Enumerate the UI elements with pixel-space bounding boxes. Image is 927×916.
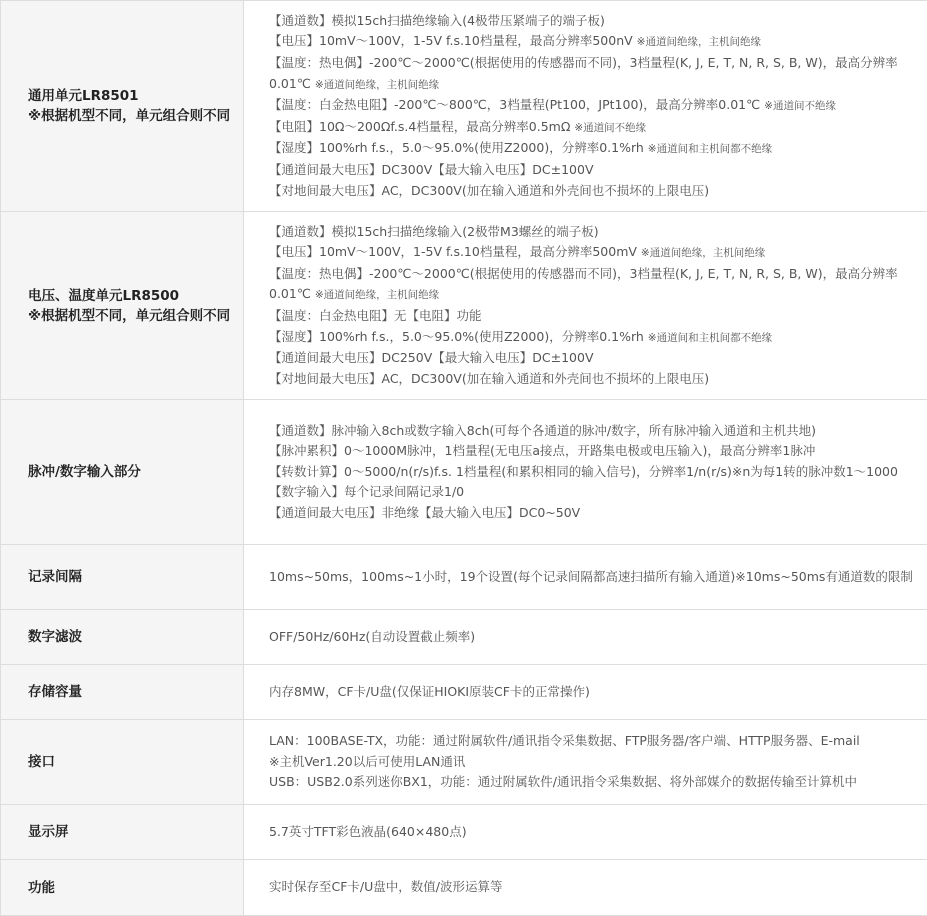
spec-value-line: [269, 877, 927, 898]
spec-label: 通用单元LR8501: [28, 86, 235, 106]
spec-value-line: [269, 95, 927, 117]
spec-value-text: 【脉冲累积】0～1000M脉冲，1档量程(无电压a接点，开路集电极或电压输入)，最高分辨率1脉冲: [269, 443, 815, 458]
spec-value-line: [269, 242, 927, 264]
spec-value-text: 【电压】10mV～100V，1-5V f.s.10档量程，最高分辨率500nV: [269, 33, 637, 48]
spec-value-note: ※通道间绝缘，主机间绝缘: [641, 247, 765, 259]
spec-value-note: ※通道间和主机间都不绝缘: [648, 143, 772, 155]
row-display: [1, 805, 927, 860]
spec-value-note: ※通道间不绝缘: [764, 100, 836, 112]
spec-value-text: 【通道间最大电压】DC300V【最大输入电压】DC±100V: [269, 162, 594, 177]
spec-value-text: 【通道数】模拟15ch扫描绝缘输入(2极带M3螺丝的端子板): [269, 224, 599, 239]
spec-value-line: [269, 441, 927, 462]
spec-value-line: [269, 306, 927, 327]
row-functions: [1, 860, 927, 916]
spec-value-line: [269, 752, 927, 773]
spec-label: 电压、温度单元LR8500: [28, 286, 235, 306]
spec-value-cell: [244, 860, 927, 916]
spec-value-text: LAN：100BASE-TX，功能：通过附属软件/通讯指令采集数据、FTP服务器/客户端、HTTP服务器、E-mail: [269, 733, 860, 748]
spec-value-line: [269, 138, 927, 160]
spec-value-line: [269, 222, 927, 243]
spec-value-line: [269, 160, 927, 181]
spec-value-cell: [244, 1, 927, 212]
spec-value-text: 【对地间最大电压】AC，DC300V(加在输入通道和外壳间也不损坏的上限电压): [269, 371, 709, 386]
spec-label: 数字滤波: [28, 627, 235, 647]
spec-value-text: 【电阻】10Ω～200Ωf.s.4档量程，最高分辨率0.5mΩ: [269, 119, 574, 134]
spec-value-line: [269, 772, 927, 793]
spec-value-text: 内存8MW，CF卡/U盘(仅保证HIOKI原装CF卡的正常操作): [269, 684, 590, 699]
spec-label-cell: [1, 720, 244, 805]
row-pulse-digital: [1, 400, 927, 545]
spec-label: 显示屏: [28, 822, 235, 842]
spec-label-cell: [1, 805, 244, 860]
spec-value-cell: [244, 665, 927, 720]
row-storage: [1, 665, 927, 720]
spec-value-text: 【温度：热电偶】-200℃～2000℃(根据使用的传感器而不同)，3档量程(K, J, E, T, N, R, S, B, W)，最高分辨率0.01℃: [269, 266, 898, 302]
spec-label-cell: [1, 610, 244, 665]
spec-value-line: [269, 627, 927, 648]
spec-value-line: [269, 421, 927, 442]
spec-label-cell: [1, 665, 244, 720]
spec-value-text: 【温度：热电偶】-200℃～2000℃(根据使用的传感器而不同)，3档量程(K, J, E, T, N, R, S, B, W)，最高分辨率0.01℃: [269, 55, 898, 91]
spec-label: ※根据机型不同，单元组合则不同: [28, 106, 235, 126]
spec-value-note: ※通道间绝缘，主机间绝缘: [637, 36, 761, 48]
spec-label-cell: [1, 212, 244, 400]
spec-value-text: 【转数计算】0～5000/n(r/s)f.s. 1档量程(和累积相同的输入信号)，分辨率1/n(r/s)※n为每1转的脉冲数1～1000: [269, 464, 898, 479]
spec-label: 存储容量: [28, 682, 235, 702]
spec-value-text: 【温度：白金热电阻】-200℃～800℃，3档量程(Pt100，JPt100)，最高分辨率0.01℃: [269, 97, 764, 112]
spec-value-note: ※通道间绝缘，主机间绝缘: [315, 289, 439, 301]
spec-value-text: 【通道间最大电压】非绝缘【最大输入电压】DC0~50V: [269, 505, 580, 520]
spec-value-text: 【湿度】100%rh f.s.，5.0～95.0%(使用Z2000)，分辨率0.1%rh: [269, 329, 648, 344]
spec-value-note: ※通道间和主机间都不绝缘: [648, 332, 772, 344]
spec-value-line: [269, 117, 927, 139]
row-interface: [1, 720, 927, 805]
spec-value-text: USB：USB2.0系列迷你BX1，功能：通过附属软件/通讯指令采集数据、将外部媒介的数据传输至计算机中: [269, 774, 857, 789]
row-lr8501: [1, 1, 927, 212]
spec-value-cell: [244, 805, 927, 860]
spec-label-cell: [1, 1, 244, 212]
spec-value-cell: [244, 720, 927, 805]
spec-label: 脉冲/数字输入部分: [28, 462, 235, 482]
row-record-interval: [1, 545, 927, 610]
spec-table-body: [1, 1, 927, 916]
spec-value-text: 【通道数】模拟15ch扫描绝缘输入(4极带压紧端子的端子板): [269, 13, 605, 28]
spec-value-text: 实时保存至CF卡/U盘中，数值/波形运算等: [269, 879, 503, 894]
spec-label-cell: [1, 545, 244, 610]
spec-value-line: [269, 731, 927, 752]
spec-value-line: [269, 567, 927, 588]
spec-value-line: [269, 264, 927, 306]
spec-value-line: [269, 327, 927, 349]
spec-value-line: [269, 181, 927, 202]
spec-label: 记录间隔: [28, 567, 235, 587]
spec-value-text: 【湿度】100%rh f.s.，5.0～95.0%(使用Z2000)，分辨率0.1%rh: [269, 140, 648, 155]
spec-label: 功能: [28, 878, 235, 898]
spec-value-text: ※主机Ver1.20以后可使用LAN通讯: [269, 754, 465, 769]
spec-label-cell: [1, 400, 244, 545]
spec-value-text: 10ms~50ms，100ms~1小时，19个设置(每个记录间隔都高速扫描所有输入通道)※10ms~50ms有通道数的限制: [269, 569, 913, 584]
spec-value-text: 【通道间最大电压】DC250V【最大输入电压】DC±100V: [269, 350, 594, 365]
spec-value-line: [269, 369, 927, 390]
spec-label: ※根据机型不同，单元组合则不同: [28, 306, 235, 326]
spec-value-line: [269, 53, 927, 95]
spec-value-line: [269, 31, 927, 53]
spec-value-cell: [244, 610, 927, 665]
spec-label-cell: [1, 860, 244, 916]
spec-value-line: [269, 11, 927, 32]
spec-value-line: [269, 682, 927, 703]
spec-value-text: 【温度：白金热电阻】无【电阻】功能: [269, 308, 482, 323]
spec-value-note: ※通道间不绝缘: [574, 122, 646, 134]
spec-value-cell: [244, 545, 927, 610]
spec-value-text: 【数字输入】每个记录间隔记录1/0: [269, 484, 464, 499]
spec-value-text: OFF/50Hz/60Hz(自动设置截止频率): [269, 629, 475, 644]
spec-value-line: [269, 822, 927, 843]
spec-value-note: ※通道间绝缘，主机间绝缘: [315, 79, 439, 91]
spec-value-text: 【对地间最大电压】AC，DC300V(加在输入通道和外壳间也不损坏的上限电压): [269, 183, 709, 198]
spec-value-cell: [244, 400, 927, 545]
spec-value-line: [269, 462, 927, 483]
spec-value-text: 5.7英寸TFT彩色液晶(640×480点): [269, 824, 467, 839]
spec-value-line: [269, 348, 927, 369]
spec-value-cell: [244, 212, 927, 400]
spec-value-text: 【通道数】脉冲输入8ch或数字输入8ch(可每个各通道的脉冲/数字，所有脉冲输入通道和主机共地): [269, 423, 816, 438]
spec-value-line: [269, 503, 927, 524]
spec-value-line: [269, 482, 927, 503]
row-digital-filter: [1, 610, 927, 665]
spec-label: 接口: [28, 752, 235, 772]
row-lr8500: [1, 212, 927, 400]
spec-value-text: 【电压】10mV～100V，1-5V f.s.10档量程，最高分辨率500mV: [269, 244, 641, 259]
